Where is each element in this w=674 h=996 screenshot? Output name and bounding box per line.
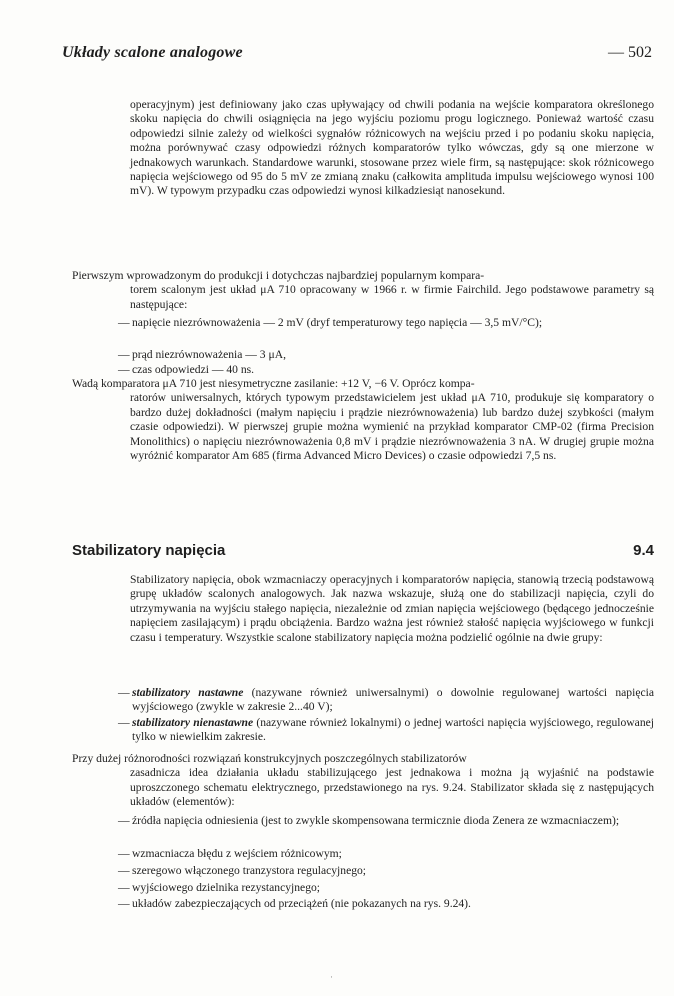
paragraph-lead: Wadą komparatora μA 710 jest niesymetryczne zasilanie: +12 V, −6 V. Oprócz kompa- <box>72 377 475 390</box>
element-item <box>72 847 654 861</box>
element-item <box>72 897 654 911</box>
intro-paragraph: operacyjnym) jest definiowany jako czas upływający od chwili podania na wejście komparatora określonego skoku napięcia do chwili osiągnięcia na jego wyjściu poziomu progu logicznego. Ponieważ wartość czasu odpowiedzi silnie zależy od wielkości sygnałów różnicowych na wejściu przed i po podaniu skoku napięcia, można porównywać czasy odpowiedzi różnych komparatorów tylko wówczas, gdy są one mierzone w jednakowych warunkach. Standardowe warunki, stosowane przez wiele firm, są następujące: skok różnicowego napięcia wejściowego od 95 do 5 mV ze zmianą znaku (całkowita amplituda impulsu wejściowego wynosi 100 mV). W typowym przypadku czas odpowiedzi wynosi kilkadziesiąt nanosekund. <box>130 98 654 198</box>
list-dash: — <box>118 897 130 910</box>
stabilizer-group-item <box>72 686 654 715</box>
list-dash: — <box>118 348 130 361</box>
section-number: 9.4 <box>633 542 654 559</box>
paragraph-continuation: torem scalonym jest układ μA 710 opracowany w 1966 r. w firmie Fairchild. Jego podstawowe parametry są następujące: <box>130 283 654 311</box>
stabilizer-group-item <box>72 716 654 745</box>
element-item <box>72 881 654 895</box>
list-dash: — <box>118 363 130 376</box>
scan-mark: · <box>330 972 333 982</box>
group-term: stabilizatory nienastawne <box>132 716 254 729</box>
parameter-item <box>72 348 654 362</box>
list-dash: — <box>118 686 130 699</box>
element-text: układów zabezpieczających od przeciążeń (nie pokazanych na rys. 9.24). <box>132 897 471 910</box>
group-text <box>72 686 654 715</box>
list-dash: — <box>118 814 130 827</box>
element-item <box>72 864 654 878</box>
paragraph-lead: Przy dużej różnorodności rozwiązań konstrukcyjnych poszczególnych stabilizatorów <box>72 752 467 765</box>
parameter-item <box>72 363 654 377</box>
parameter-text: napięcie niezrównoważenia — 2 mV (dryf temperaturowy tego napięcia — 3,5 mV/°C); <box>132 316 543 329</box>
list-dash: — <box>118 316 130 329</box>
element-text: wzmacniacza błędu z wejściem różnicowym; <box>132 847 342 860</box>
group-description: (nazywane również lokalnymi) o jednej wartości napięcia wyjściowego, regulowanej tylko w niewielkim zakresie. <box>132 716 654 744</box>
element-text: źródła napięcia odniesienia (jest to zwykle skompensowana termicznie dioda Zenera ze wzmacniaczem); <box>132 814 620 827</box>
element-text: wyjściowego dzielnika rezystancyjnego; <box>132 881 321 894</box>
stabilizer-intro-paragraph: Stabilizatory napięcia, obok wzmacniaczy operacyjnych i komparatorów napięcia, stanowią trzecią podstawową grupę układów scalonych analogowych. Jak nazwa wskazuje, służą one do stabilizacji napięcia, czyli do utrzymywania na wyjściu stałego napięcia, niezależnie od zmian napięcia wejściowego (będącego jednocześnie napięciem zasilającym) i prądu obciążenia. Bardzo ważna jest również stałość napięcia wyjściowego w funkcji czasu i temperatury. Wszystkie scalone stabilizatory napięcia można podzielić ogólnie na dwie grupy: <box>130 573 654 644</box>
parameter-text: czas odpowiedzi — 40 ns. <box>132 363 255 376</box>
element-text: szeregowo włączonego tranzystora regulacyjnego; <box>132 864 367 877</box>
list-dash: — <box>118 716 130 729</box>
group-text <box>72 716 654 745</box>
list-dash: — <box>118 864 130 877</box>
list-dash: — <box>118 847 130 860</box>
paragraph-continuation: ratorów uniwersalnych, których typowym przedstawicielem jest układ μA 710, produkuje się komparatory o bardzo dużej dokładności (małym napięciu i prądzie niezrównoważenia) lub bardzo dużej szybkości (małym czasie odpowiedzi). W pierwszej grupie można wymienić na przykład komparator CMP-02 (firma Precision Monolithics) o napięciu niezrównoważenia 0,8 mV i prądzie niezrównoważenia 3 nA. W drugiej grupie można wyróżnić komparator Am 685 (firma Advanced Micro Devices) o czasie odpowiedzi 7,5 ns. <box>130 391 654 463</box>
group-description: (nazywane również uniwersalnymi) o dowolnie regulowanej wartości napięcia wyjściowego (zwykle w zakresie 2...40 V); <box>132 686 654 714</box>
comparator-types-paragraph <box>72 377 654 463</box>
stabilizer-structure-paragraph <box>72 752 654 810</box>
section-title: Stabilizatory napięcia <box>72 542 226 559</box>
paragraph-lead: Pierwszym wprowadzonym do produkcji i dotychczas najbardziej popularnym kompara- <box>72 269 485 282</box>
element-item <box>72 814 654 828</box>
group-term: stabilizatory nastawne <box>132 686 244 699</box>
running-header <box>62 44 652 66</box>
list-dash: — <box>118 881 130 894</box>
parameter-item <box>72 316 654 330</box>
comparator-paragraph <box>72 269 654 312</box>
page-number: — 502 <box>608 44 652 61</box>
running-title: Układy scalone analogowe <box>62 44 243 61</box>
paragraph-continuation: zasadnicza idea działania układu stabilizującego jest jednakowa i można ją wyjaśnić na podstawie uproszczonego schematu elektrycznego, przedstawionego na rys. 9.24. Stabilizator składa się z następujących układów (elementów): <box>130 766 654 809</box>
parameter-text: prąd niezrównoważenia — 3 μA, <box>132 348 286 361</box>
